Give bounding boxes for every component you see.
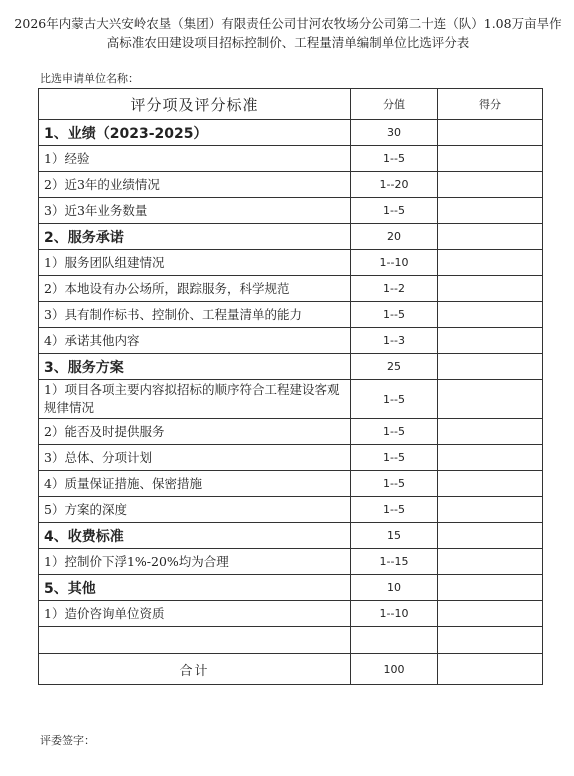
table-row	[39, 549, 543, 575]
scoring-table-body	[39, 89, 543, 685]
criteria-cell: 合计	[39, 654, 351, 685]
table-row	[39, 328, 543, 354]
value-cell: 1--10	[351, 601, 438, 627]
value-cell: 30	[351, 120, 438, 146]
value-cell: 1--5	[351, 380, 438, 419]
form-title: 2026年内蒙古大兴安岭农垦（集团）有限责任公司甘河农牧场分公司第二十连（队）1.08万亩旱作高标准农田建设项目招标控制价、工程量清单编制单位比选评分表	[14, 16, 562, 50]
value-cell: 1--5	[351, 419, 438, 445]
table-row	[39, 198, 543, 224]
table-row	[39, 471, 543, 497]
score-cell[interactable]	[438, 654, 543, 685]
score-cell[interactable]	[438, 419, 543, 445]
criteria-cell: 2、服务承诺	[39, 224, 351, 250]
table-row	[39, 380, 543, 419]
criteria-cell: 3、服务方案	[39, 354, 351, 380]
value-cell: 1--15	[351, 549, 438, 575]
section-row	[39, 120, 543, 146]
table-row	[39, 419, 543, 445]
section-row	[39, 354, 543, 380]
header-score: 得分	[438, 89, 543, 120]
criteria-cell: 5、其他	[39, 575, 351, 601]
value-cell: 25	[351, 354, 438, 380]
table-header-row	[39, 89, 543, 120]
score-cell[interactable]	[438, 302, 543, 328]
score-cell[interactable]	[438, 445, 543, 471]
criteria-cell: 5）方案的深度	[39, 497, 351, 523]
criteria-cell: 3）具有制作标书、控制价、工程量清单的能力	[39, 302, 351, 328]
score-cell[interactable]	[438, 198, 543, 224]
criteria-cell: 1）服务团队组建情况	[39, 250, 351, 276]
total-row	[39, 654, 543, 685]
score-cell[interactable]	[438, 328, 543, 354]
value-cell: 1--20	[351, 172, 438, 198]
table-row	[39, 172, 543, 198]
criteria-cell	[39, 627, 351, 654]
value-cell: 20	[351, 224, 438, 250]
criteria-cell: 1）经验	[39, 146, 351, 172]
score-cell[interactable]	[438, 471, 543, 497]
score-cell[interactable]	[438, 224, 543, 250]
criteria-cell: 2）能否及时提供服务	[39, 419, 351, 445]
score-cell[interactable]	[438, 575, 543, 601]
criteria-cell: 4）质量保证措施、保密措施	[39, 471, 351, 497]
criteria-cell: 4）承诺其他内容	[39, 328, 351, 354]
value-cell: 1--2	[351, 276, 438, 302]
value-cell: 1--5	[351, 471, 438, 497]
value-cell: 100	[351, 654, 438, 685]
score-cell[interactable]	[438, 601, 543, 627]
section-row	[39, 224, 543, 250]
score-cell[interactable]	[438, 380, 543, 419]
score-cell[interactable]	[438, 354, 543, 380]
value-cell: 1--5	[351, 146, 438, 172]
value-cell: 1--5	[351, 445, 438, 471]
table-row	[39, 445, 543, 471]
table-row	[39, 276, 543, 302]
score-cell[interactable]	[438, 497, 543, 523]
score-cell[interactable]	[438, 250, 543, 276]
table-row	[39, 146, 543, 172]
table-row	[39, 302, 543, 328]
value-cell	[351, 627, 438, 654]
criteria-cell: 1）造价咨询单位资质	[39, 601, 351, 627]
criteria-cell: 1）控制价下浮1%-20%均为合理	[39, 549, 351, 575]
section-row	[39, 575, 543, 601]
criteria-cell: 4、收费标准	[39, 523, 351, 549]
table-row	[39, 601, 543, 627]
score-cell[interactable]	[438, 549, 543, 575]
table-row	[39, 497, 543, 523]
header-criteria: 评分项及评分标准	[39, 89, 351, 120]
score-cell[interactable]	[438, 146, 543, 172]
score-cell[interactable]	[438, 120, 543, 146]
value-cell: 15	[351, 523, 438, 549]
value-cell: 1--10	[351, 250, 438, 276]
header-value: 分值	[351, 89, 438, 120]
blank-row	[39, 627, 543, 654]
criteria-cell: 2）近3年的业绩情况	[39, 172, 351, 198]
criteria-cell: 2）本地设有办公场所，跟踪服务，科学规范	[39, 276, 351, 302]
value-cell: 10	[351, 575, 438, 601]
criteria-cell: 1、业绩（2023-2025）	[39, 120, 351, 146]
score-cell[interactable]	[438, 523, 543, 549]
score-cell[interactable]	[438, 627, 543, 654]
score-cell[interactable]	[438, 276, 543, 302]
criteria-cell: 1）项目各项主要内容拟招标的顺序符合工程建设客观规律情况	[39, 380, 351, 419]
scoring-table	[38, 88, 543, 685]
criteria-cell: 3）近3年业务数量	[39, 198, 351, 224]
value-cell: 1--3	[351, 328, 438, 354]
value-cell: 1--5	[351, 497, 438, 523]
value-cell: 1--5	[351, 198, 438, 224]
applicant-name-label: 比选申请单位名称：	[40, 72, 139, 85]
criteria-cell: 3）总体、分项计划	[39, 445, 351, 471]
section-row	[39, 523, 543, 549]
judge-signature-label: 评委签字：	[40, 734, 95, 747]
score-cell[interactable]	[438, 172, 543, 198]
table-row	[39, 250, 543, 276]
value-cell: 1--5	[351, 302, 438, 328]
